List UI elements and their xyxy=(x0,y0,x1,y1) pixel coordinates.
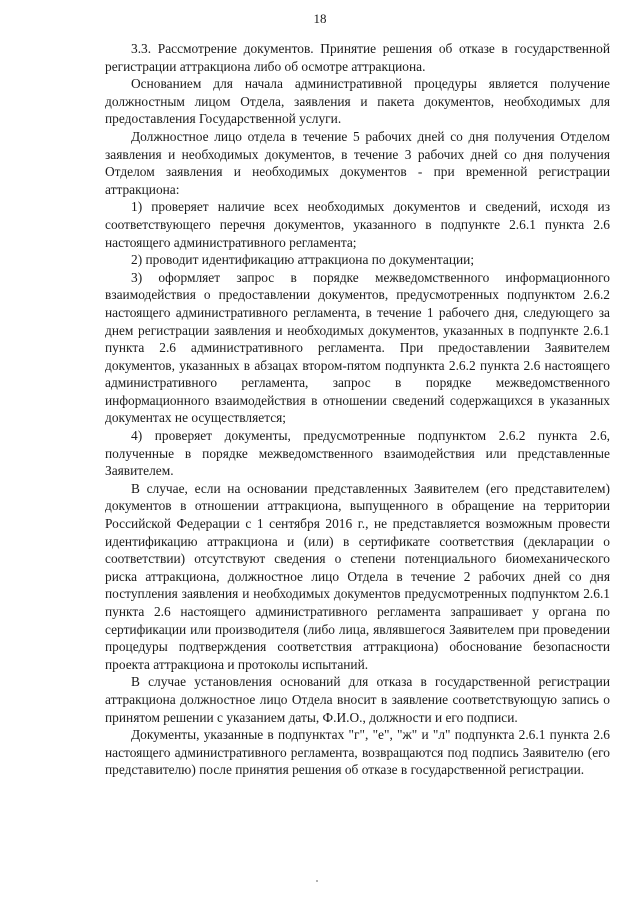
list-item-4: 4) проверяет документы, предусмотренные подпунктом 2.6.2 пункта 2.6, полученные в порядке межведомственного взаимодействия или представленные Заявителем. xyxy=(105,428,610,479)
scan-dot xyxy=(316,880,318,882)
paragraph-identification-case: В случае, если на основании представленных Заявителем (его представителем) документов в отношении аттракциона, выпущенного в обращение на территории Российской Федерации с 1 сентября 2016 г., не представляется возможным провести идентификацию аттракциона и (или) в сертификате соответствия (декларации о соответствии) отсутствуют сведения о степени потенциального биомеханического риска аттракциона, должностное лицо Отдела в течение 2 рабочих дней со дня поступления заявления и необходимых документов предусмотренных подпунктом 2.6.1 пункта 2.6 настоящего административного регламента запрашивает у органа по сертификации или производителя (либо лица, являвшегося Заявителем при проведении процедуры подтверждения соответствия аттракциона) обоснование безопасности проекта аттракциона и протоколы испытаний. xyxy=(105,480,610,672)
section-heading: 3.3. Рассмотрение документов. Принятие решения об отказе в государственной регистрации аттракциона либо об осмотре аттракциона. xyxy=(105,41,610,74)
document-body xyxy=(105,40,610,779)
paragraph-official-duties: Должностное лицо отдела в течение 5 рабочих дней со дня получения Отделом заявления и необходимых документов, в течение 3 рабочих дней со дня получения Отделом заявления и необходимых документов - при временной регистрации аттракциона: xyxy=(105,128,610,197)
page-number: 18 xyxy=(313,11,327,26)
list-item-1: 1) проверяет наличие всех необходимых документов и сведений, исходя из соответствующего перечня документов, указанного в подпункте 2.6.1 пункта 2.6 настоящего административного регламента; xyxy=(105,199,610,250)
paragraph-documents-return: Документы, указанные в подпунктах "г", "е", "ж" и "л" подпункта 2.6.1 пункта 2.6 настоящего административного регламента, возвращаются под подпись Заявителю (его представителю) после принятия решения об отказе в государственной регистрации. xyxy=(105,727,610,778)
list-item-3: 3) оформляет запрос в порядке межведомственного информационного взаимодействия о предоставлении документов, предусмотренных подпунктом 2.6.2 настоящего административного регламента, в течение 1 рабочего дня, следующего за днем регистрации заявления и необходимых документов, указанных в подпункте 2.6.1 пункта 2.6 административного регламента. При предоставлении Заявителем документов, указанных в абзацах втором-пятом подпункта 2.6.2 пункта 2.6 настоящего административного регламента, запрос в порядке межведомственного информационного взаимодействия в отношении сведений содержащихся в указанных документах не осуществляется; xyxy=(105,269,610,426)
paragraph-refusal-case: В случае установления оснований для отказа в государственной регистрации аттракциона должностное лицо Отдела вносит в заявление соответствующую запись о принятом решении с указанием даты, Ф.И.О., должности и его подписи. xyxy=(105,674,610,725)
paragraph-basis: Основанием для начала административной процедуры является получение должностным лицом Отдела, заявления и пакета документов, необходимых для предоставления Государственной услуги. xyxy=(105,76,610,127)
list-item-2: 2) проводит идентификацию аттракциона по документации; xyxy=(131,252,475,268)
